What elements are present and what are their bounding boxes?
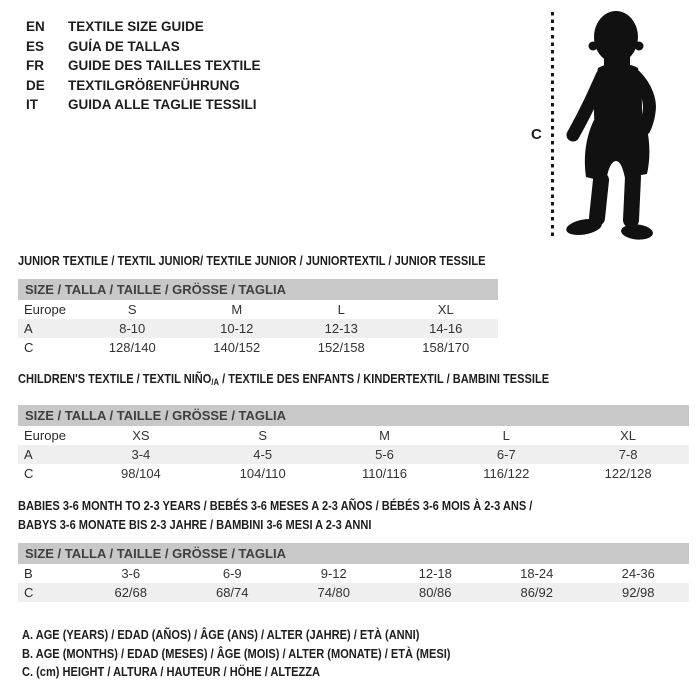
table-header-row	[18, 543, 689, 564]
value-cell: 98/104	[121, 466, 161, 481]
row-label: Europe	[24, 302, 66, 317]
section-babies-textile	[18, 497, 689, 602]
height-measure-dashed-line	[551, 12, 554, 240]
language-label: TEXTILE SIZE GUIDE	[68, 19, 204, 35]
value-cell: 6-7	[445, 445, 567, 464]
language-row-de	[26, 76, 261, 96]
language-row-es	[26, 37, 261, 57]
language-code: FR	[26, 58, 44, 74]
babies-section-title: BABIES 3-6 MONTH TO 2-3 YEARS / BEBÉS 3-6 MESES A 2-3 AÑOS / BÉBÉS 3-6 MOIS À 2-3 ANS / BABYS 3-6 MONATE BIS 2-3 JAHRE / BAMBINI 3-6 MESI A 2-3 ANNI	[18, 498, 533, 532]
table-header-row	[18, 279, 498, 300]
size-header-label: SIZE / TALLA / TAILLE / GRÖSSE / TAGLIA	[25, 282, 286, 297]
babies-size-table	[18, 543, 689, 602]
junior-section-title: JUNIOR TEXTILE / TEXTIL JUNIOR/ TEXTILE JUNIOR / JUNIORTEXTIL / JUNIOR TESSILE	[18, 253, 486, 268]
row-label: A	[18, 319, 80, 338]
language-label: GUIDE DES TAILLES TEXTILE	[68, 58, 261, 74]
value-cell: 104/110	[239, 466, 286, 481]
legend-line-c: C. (cm) HEIGHT / ALTURA / HAUTEUR / HÖHE / ALTEZZA	[22, 664, 320, 680]
language-list	[26, 17, 261, 115]
language-row-en	[26, 17, 261, 37]
value-cell: 9-12	[320, 566, 347, 581]
value-cell: 3-4	[80, 445, 202, 464]
size-cell: S	[127, 302, 137, 317]
size-header-label: SIZE / TALLA / TAILLE / GRÖSSE / TAGLIA	[25, 546, 286, 561]
table-row-age	[18, 445, 689, 464]
value-cell: 14-16	[394, 319, 499, 338]
value-cell: 74/80	[283, 583, 385, 602]
value-cell: 68/74	[182, 583, 284, 602]
size-cell: L	[502, 428, 510, 443]
row-label: Europe	[24, 428, 66, 443]
value-cell: 152/158	[317, 340, 365, 355]
size-cell: XL	[620, 428, 637, 443]
size-cell: L	[337, 302, 345, 317]
children-section-title: CHILDREN'S TEXTILE / TEXTIL NIÑO/A / TEXTILE DES ENFANTS / KINDERTEXTIL / BAMBINI TESSILE	[18, 371, 550, 387]
value-cell: 8-10	[80, 319, 185, 338]
language-label: GUIDA ALLE TAGLIE TESSILI	[68, 97, 257, 113]
size-cell: XS	[132, 428, 150, 443]
language-code: EN	[26, 19, 45, 35]
value-cell: 158/170	[422, 340, 470, 355]
value-cell: 140/152	[213, 340, 261, 355]
value-cell: 80/86	[385, 583, 487, 602]
junior-size-table	[18, 279, 498, 357]
row-label: A	[18, 445, 80, 464]
value-cell: 62/68	[80, 583, 182, 602]
row-label: B	[24, 566, 33, 581]
size-cell: M	[379, 428, 390, 443]
language-code: ES	[26, 38, 45, 54]
value-cell: 86/92	[486, 583, 588, 602]
value-cell: 7-8	[567, 445, 689, 464]
value-cell: 6-9	[222, 566, 242, 581]
language-code: DE	[26, 77, 45, 93]
value-cell: 3-6	[121, 566, 141, 581]
children-size-table	[18, 405, 689, 483]
table-row-europe	[18, 426, 689, 445]
legend	[22, 626, 526, 682]
table-row-height	[18, 583, 689, 602]
value-cell: 12-18	[418, 566, 452, 581]
size-header-label: SIZE / TALLA / TAILLE / GRÖSSE / TAGLIA	[25, 408, 286, 423]
language-code: IT	[26, 97, 38, 113]
table-row-age-months	[18, 564, 689, 583]
legend-line-b: B. AGE (MONTHS) / EDAD (MESES) / ÂGE (MOIS) / ALTER (MONATE) / ETÀ (MESI)	[22, 645, 451, 661]
value-cell: 92/98	[588, 583, 690, 602]
language-label: TEXTILGRÖßENFÜHRUNG	[68, 77, 240, 93]
table-row-age	[18, 319, 498, 338]
value-cell: 5-6	[324, 445, 446, 464]
row-label: C	[24, 340, 34, 355]
table-row-height	[18, 338, 498, 357]
size-cell: S	[258, 428, 268, 443]
value-cell: 18-24	[520, 566, 554, 581]
section-children-textile	[18, 372, 689, 483]
value-cell: 122/128	[604, 466, 652, 481]
table-row-height	[18, 464, 689, 483]
table-row-europe	[18, 300, 498, 319]
value-cell: 12-13	[289, 319, 394, 338]
legend-line-a: A. AGE (YEARS) / EDAD (AÑOS) / ÂGE (ANS) / ALTER (JAHRE) / ETÀ (ANNI)	[22, 627, 420, 642]
section-junior-textile	[18, 254, 498, 357]
value-cell: 24-36	[621, 566, 655, 581]
value-cell: 128/140	[108, 340, 156, 355]
language-label: GUÍA DE TALLAS	[68, 38, 180, 54]
row-label: C	[18, 583, 80, 602]
value-cell: 4-5	[202, 445, 324, 464]
language-row-it	[26, 95, 261, 115]
row-label: C	[24, 466, 34, 481]
height-marker-label: C	[531, 126, 542, 143]
value-cell: 110/116	[361, 466, 408, 481]
toddler-silhouette	[556, 8, 668, 242]
value-cell: 10-12	[185, 319, 290, 338]
value-cell: 116/122	[483, 466, 530, 481]
size-cell: XL	[437, 302, 454, 317]
language-row-fr	[26, 56, 261, 76]
table-header-row	[18, 405, 689, 426]
size-cell: M	[231, 302, 243, 317]
